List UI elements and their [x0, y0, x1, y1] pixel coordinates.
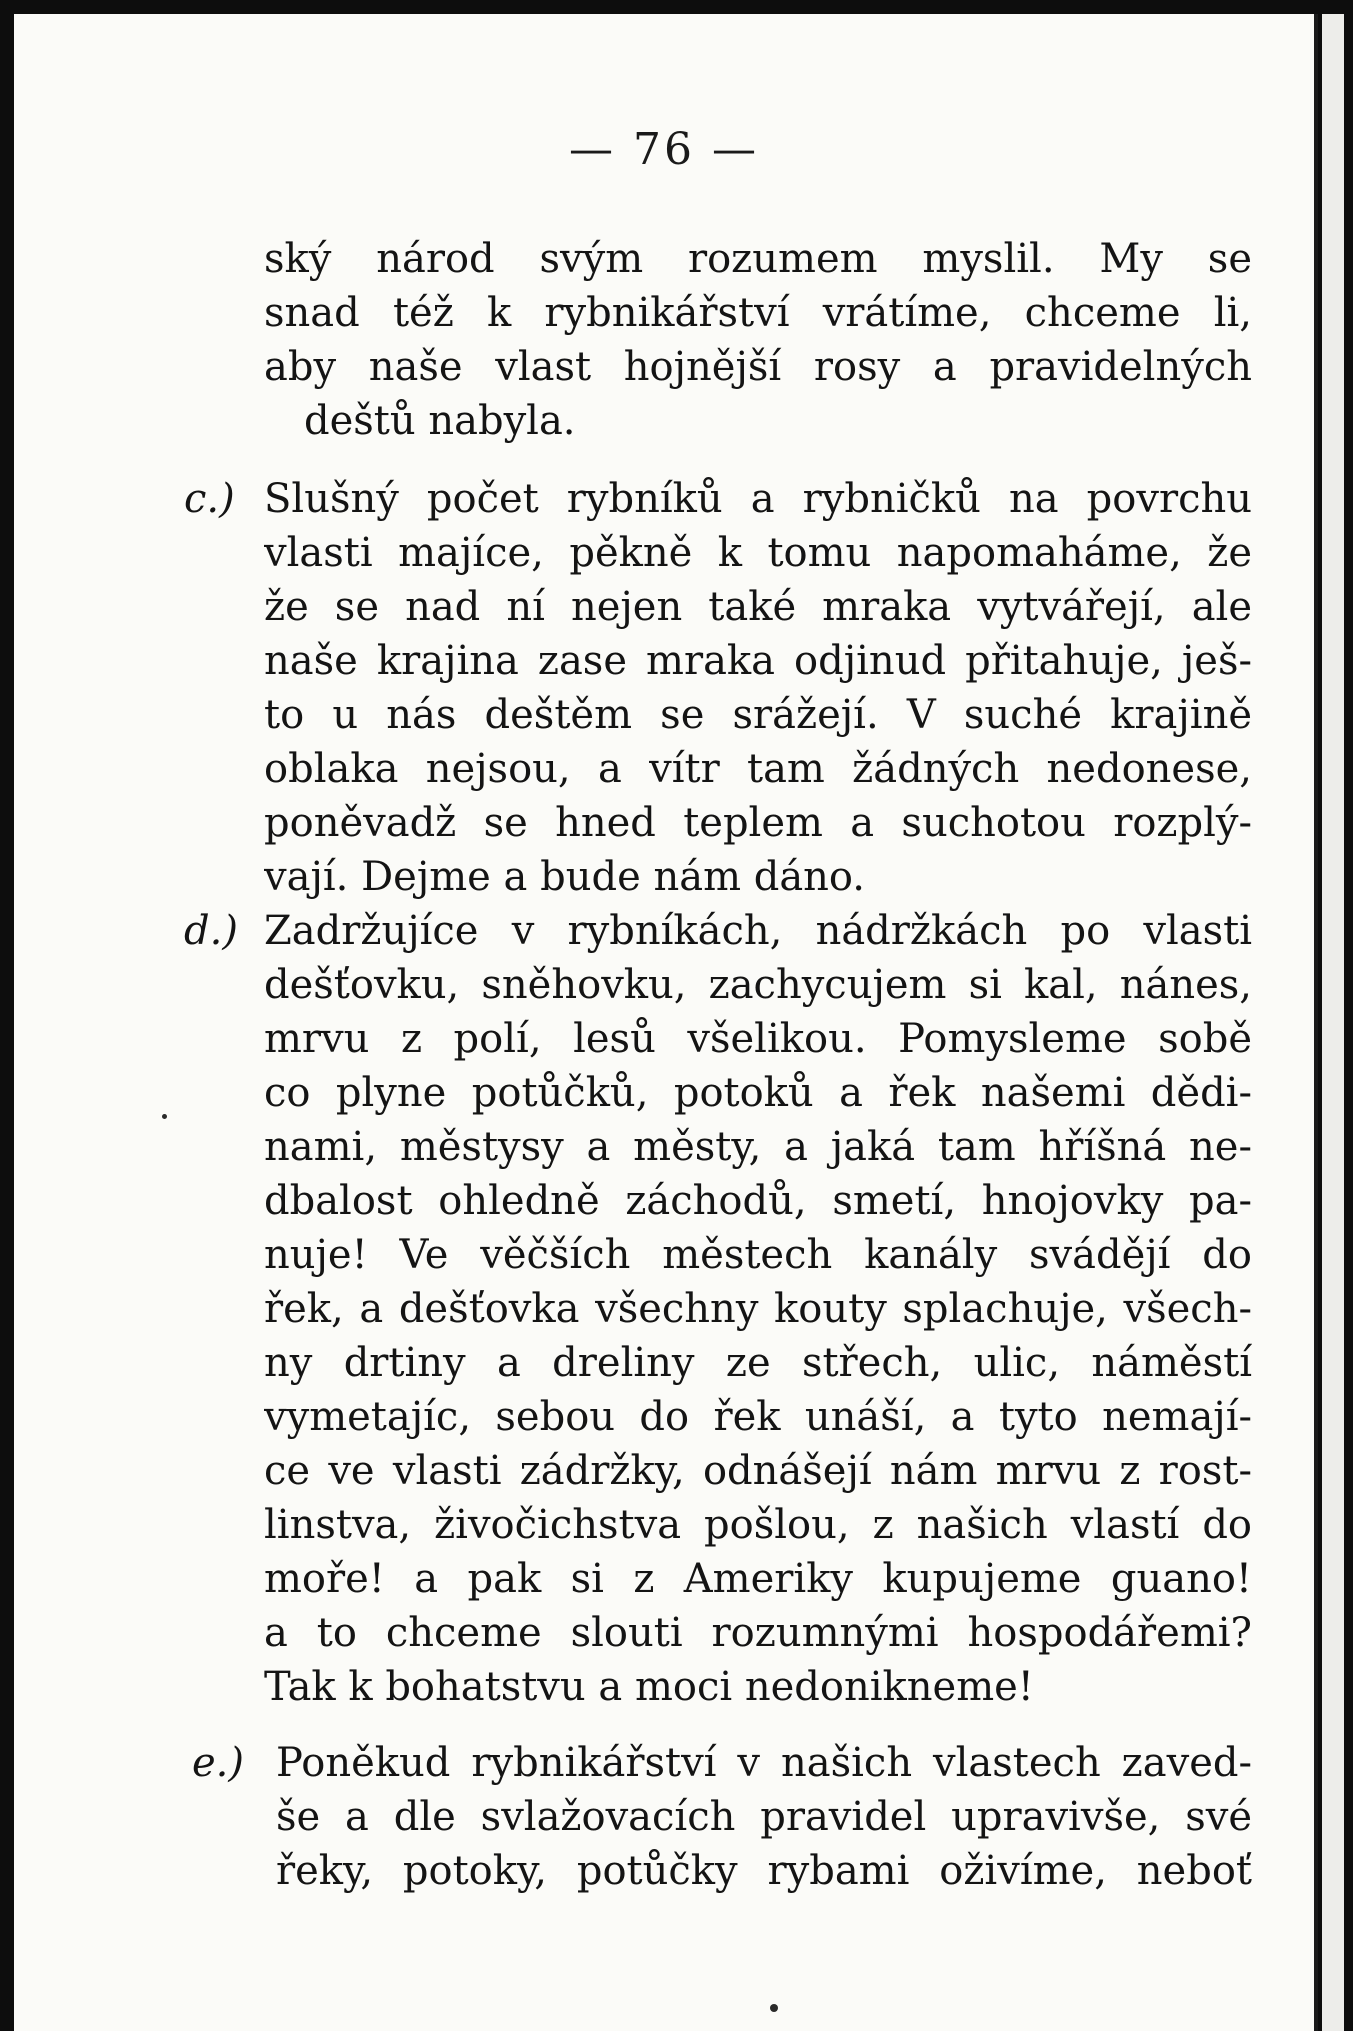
text-line: ce ve vlasti zádržky, odnášejí nám mrvu z rost- [264, 1448, 1252, 1494]
text-line: co plyne potůčků, potoků a řek našemi dědi- [264, 1070, 1252, 1116]
text-line: dešťovku, sněhovku, zachycujem si kal, nánes, [264, 962, 1252, 1008]
text-line: Slušný počet rybníků a rybničků na povrchu [264, 476, 1252, 522]
text-line: Tak k bohatstvu a moci nedonikneme! [264, 1664, 1034, 1710]
page-number: — 76 — [569, 124, 759, 175]
text-line: řeky, potoky, potůčky rybami oživíme, neboť [276, 1848, 1252, 1894]
text-line: deštů nabyla. [304, 398, 576, 444]
text-line: to u nás deštěm se srážejí. V suché krajině [264, 692, 1252, 738]
text-line: moře! a pak si z Ameriky kupujeme guano! [264, 1556, 1252, 1602]
text-line: snad též k rybnikářství vrátíme, chceme li, [264, 290, 1252, 336]
facing-page-edge [1322, 14, 1344, 2031]
ink-speck [162, 1114, 167, 1119]
book-page [14, 14, 1318, 2031]
body-text [14, 14, 1314, 2031]
text-line: mrvu z polí, lesů všelikou. Pomysleme sobě [264, 1016, 1252, 1062]
text-line: a to chceme slouti rozumnými hospodářemi? [264, 1610, 1252, 1656]
text-line: vají. Dejme a bude nám dáno. [264, 854, 866, 900]
text-line: linstva, živočichstva pošlou, z našich vlastí do [264, 1502, 1252, 1548]
text-line: nami, městysy a městy, a jaká tam hříšná ne- [264, 1124, 1252, 1170]
text-line: vlasti majíce, pěkně k tomu napomaháme, že [264, 530, 1252, 576]
text-line: že se nad ní nejen také mraka vytvářejí, ale [264, 584, 1252, 630]
paragraph-marker-c: c.) [184, 476, 235, 522]
text-line: oblaka nejsou, a vítr tam žádných nedonese, [264, 746, 1252, 792]
text-line: vymetajíc, sebou do řek unáší, a tyto nemají- [264, 1394, 1252, 1440]
text-line: aby naše vlast hojnější rosy a pravidelných [264, 344, 1252, 390]
text-line: nuje! Ve věčších městech kanály svádějí do [264, 1232, 1252, 1278]
text-line: Poněkud rybnikářství v našich vlastech zaved- [276, 1740, 1252, 1786]
text-line: řek, a dešťovka všechny kouty splachuje, všech- [264, 1286, 1252, 1332]
paragraph-marker-d: d.) [184, 908, 238, 954]
ink-speck [770, 2004, 778, 2012]
text-line: naše krajina zase mraka odjinud přitahuje, ješ- [264, 638, 1252, 684]
text-line: poněvadž se hned teplem a suchotou rozplý- [264, 800, 1252, 846]
text-line: dbalost ohledně záchodů, smetí, hnojovky pa- [264, 1178, 1252, 1224]
text-line: ský národ svým rozumem myslil. My se [264, 236, 1252, 282]
text-line: še a dle svlažovacích pravidel upravivše, své [276, 1794, 1252, 1840]
text-line: ny drtiny a dreliny ze střech, ulic, náměstí [264, 1340, 1252, 1386]
paragraph-marker-e: e.) [192, 1740, 244, 1786]
text-line: Zadržujíce v rybníkách, nádržkách po vlasti [264, 908, 1252, 954]
